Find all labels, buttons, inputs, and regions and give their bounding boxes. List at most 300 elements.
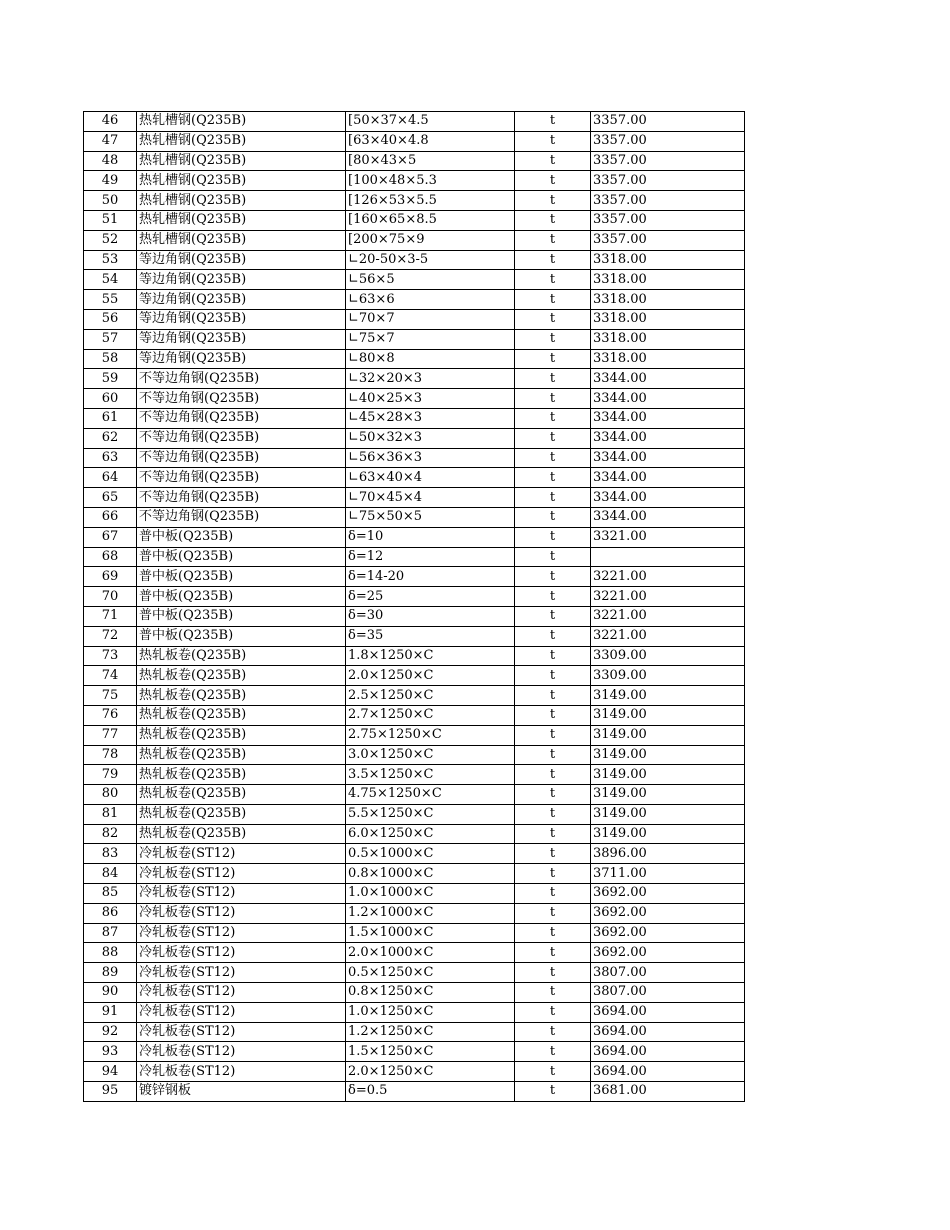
price-cell: 3318.00	[591, 309, 745, 329]
specification-cell: δ=30	[346, 606, 515, 626]
specification-cell: δ=0.5	[346, 1082, 515, 1102]
unit-cell: t	[515, 705, 591, 725]
price-cell: 3344.00	[591, 468, 745, 488]
table-row	[84, 112, 745, 132]
specification-cell: ∟70×7	[346, 309, 515, 329]
material-name-cell: 不等边角钢(Q235B)	[137, 369, 346, 389]
price-cell: 3357.00	[591, 112, 745, 132]
row-number-cell: 57	[84, 329, 137, 349]
unit-cell: t	[515, 369, 591, 389]
unit-cell: t	[515, 824, 591, 844]
unit-cell: t	[515, 349, 591, 369]
table-row	[84, 864, 745, 884]
specification-cell: 0.5×1000×C	[346, 844, 515, 864]
specification-cell: δ=25	[346, 587, 515, 607]
table-row	[84, 725, 745, 745]
price-cell: 3807.00	[591, 963, 745, 983]
material-name-cell: 等边角钢(Q235B)	[137, 250, 346, 270]
specification-cell: ∟70×45×4	[346, 488, 515, 508]
unit-cell: t	[515, 131, 591, 151]
specification-cell: ∟56×36×3	[346, 448, 515, 468]
row-number-cell: 87	[84, 923, 137, 943]
unit-cell: t	[515, 983, 591, 1003]
price-cell: 3149.00	[591, 686, 745, 706]
specification-cell: 1.8×1250×C	[346, 646, 515, 666]
table-row	[84, 1042, 745, 1062]
unit-cell: t	[515, 389, 591, 409]
table-row	[84, 963, 745, 983]
material-name-cell: 普中板(Q235B)	[137, 527, 346, 547]
material-name-cell: 热轧板卷(Q235B)	[137, 765, 346, 785]
material-name-cell: 普中板(Q235B)	[137, 567, 346, 587]
row-number-cell: 56	[84, 309, 137, 329]
row-number-cell: 55	[84, 290, 137, 310]
specification-cell: δ=12	[346, 547, 515, 567]
table-row	[84, 1022, 745, 1042]
material-name-cell: 热轧槽钢(Q235B)	[137, 131, 346, 151]
material-name-cell: 等边角钢(Q235B)	[137, 329, 346, 349]
material-name-cell: 热轧板卷(Q235B)	[137, 666, 346, 686]
specification-cell: 6.0×1250×C	[346, 824, 515, 844]
unit-cell: t	[515, 1042, 591, 1062]
price-cell: 3318.00	[591, 329, 745, 349]
unit-cell: t	[515, 408, 591, 428]
price-cell: 3318.00	[591, 290, 745, 310]
row-number-cell: 67	[84, 527, 137, 547]
row-number-cell: 91	[84, 1002, 137, 1022]
price-cell: 3357.00	[591, 230, 745, 250]
price-cell: 3694.00	[591, 1022, 745, 1042]
unit-cell: t	[515, 844, 591, 864]
material-name-cell: 不等边角钢(Q235B)	[137, 389, 346, 409]
price-cell: 3344.00	[591, 448, 745, 468]
price-cell: 3318.00	[591, 250, 745, 270]
unit-cell: t	[515, 210, 591, 230]
row-number-cell: 92	[84, 1022, 137, 1042]
specification-cell: [200×75×9	[346, 230, 515, 250]
specification-cell: 1.0×1250×C	[346, 1002, 515, 1022]
specification-cell: ∟75×7	[346, 329, 515, 349]
table-row	[84, 1082, 745, 1102]
specification-cell: ∟80×8	[346, 349, 515, 369]
material-name-cell: 等边角钢(Q235B)	[137, 290, 346, 310]
material-name-cell: 热轧槽钢(Q235B)	[137, 151, 346, 171]
row-number-cell: 68	[84, 547, 137, 567]
table-row	[84, 666, 745, 686]
table-row	[84, 428, 745, 448]
price-cell: 3692.00	[591, 923, 745, 943]
material-name-cell: 等边角钢(Q235B)	[137, 309, 346, 329]
unit-cell: t	[515, 725, 591, 745]
unit-cell: t	[515, 507, 591, 527]
table-row	[84, 369, 745, 389]
table-row	[84, 488, 745, 508]
price-cell: 3309.00	[591, 646, 745, 666]
table-row	[84, 448, 745, 468]
row-number-cell: 53	[84, 250, 137, 270]
table-row	[84, 844, 745, 864]
specification-cell: [80×43×5	[346, 151, 515, 171]
row-number-cell: 65	[84, 488, 137, 508]
material-name-cell: 不等边角钢(Q235B)	[137, 468, 346, 488]
unit-cell: t	[515, 587, 591, 607]
material-name-cell: 等边角钢(Q235B)	[137, 270, 346, 290]
unit-cell: t	[515, 804, 591, 824]
unit-cell: t	[515, 923, 591, 943]
row-number-cell: 51	[84, 210, 137, 230]
unit-cell: t	[515, 428, 591, 448]
table-row	[84, 468, 745, 488]
material-name-cell: 热轧板卷(Q235B)	[137, 686, 346, 706]
price-cell: 3344.00	[591, 369, 745, 389]
table-row	[84, 903, 745, 923]
specification-cell: [126×53×5.5	[346, 191, 515, 211]
price-cell: 3711.00	[591, 864, 745, 884]
price-cell: 3309.00	[591, 666, 745, 686]
price-cell: 3221.00	[591, 587, 745, 607]
row-number-cell: 90	[84, 983, 137, 1003]
material-name-cell: 冷轧板卷(ST12)	[137, 923, 346, 943]
table-row	[84, 250, 745, 270]
row-number-cell: 58	[84, 349, 137, 369]
unit-cell: t	[515, 112, 591, 132]
specification-cell: ∟40×25×3	[346, 389, 515, 409]
row-number-cell: 64	[84, 468, 137, 488]
row-number-cell: 95	[84, 1082, 137, 1102]
material-name-cell: 不等边角钢(Q235B)	[137, 428, 346, 448]
table-row	[84, 626, 745, 646]
row-number-cell: 79	[84, 765, 137, 785]
price-cell: 3344.00	[591, 389, 745, 409]
unit-cell: t	[515, 191, 591, 211]
price-cell: 3318.00	[591, 349, 745, 369]
material-name-cell: 冷轧板卷(ST12)	[137, 903, 346, 923]
material-name-cell: 普中板(Q235B)	[137, 587, 346, 607]
row-number-cell: 89	[84, 963, 137, 983]
table-row	[84, 507, 745, 527]
row-number-cell: 83	[84, 844, 137, 864]
unit-cell: t	[515, 646, 591, 666]
specification-cell: 3.5×1250×C	[346, 765, 515, 785]
row-number-cell: 75	[84, 686, 137, 706]
specification-cell: 1.0×1000×C	[346, 884, 515, 904]
unit-cell: t	[515, 864, 591, 884]
price-cell: 3344.00	[591, 408, 745, 428]
specification-cell: ∟20-50×3-5	[346, 250, 515, 270]
specification-cell: ∟50×32×3	[346, 428, 515, 448]
row-number-cell: 60	[84, 389, 137, 409]
material-name-cell: 冷轧板卷(ST12)	[137, 943, 346, 963]
specification-cell: ∟32×20×3	[346, 369, 515, 389]
specification-cell: δ=10	[346, 527, 515, 547]
row-number-cell: 88	[84, 943, 137, 963]
table-row	[84, 210, 745, 230]
price-table-body	[84, 112, 745, 1102]
row-number-cell: 62	[84, 428, 137, 448]
unit-cell: t	[515, 765, 591, 785]
specification-cell: 3.0×1250×C	[346, 745, 515, 765]
specification-cell: ∟56×5	[346, 270, 515, 290]
material-name-cell: 不等边角钢(Q235B)	[137, 488, 346, 508]
specification-cell: ∟63×40×4	[346, 468, 515, 488]
price-cell: 3149.00	[591, 765, 745, 785]
row-number-cell: 47	[84, 131, 137, 151]
price-table	[83, 111, 745, 1102]
unit-cell: t	[515, 1002, 591, 1022]
unit-cell: t	[515, 943, 591, 963]
price-cell: 3896.00	[591, 844, 745, 864]
specification-cell: 4.75×1250×C	[346, 785, 515, 805]
price-cell: 3357.00	[591, 151, 745, 171]
row-number-cell: 81	[84, 804, 137, 824]
price-cell: 3149.00	[591, 725, 745, 745]
material-name-cell: 冷轧板卷(ST12)	[137, 1042, 346, 1062]
material-name-cell: 热轧板卷(Q235B)	[137, 725, 346, 745]
row-number-cell: 73	[84, 646, 137, 666]
material-name-cell: 普中板(Q235B)	[137, 547, 346, 567]
specification-cell: [160×65×8.5	[346, 210, 515, 230]
table-row	[84, 1062, 745, 1082]
row-number-cell: 63	[84, 448, 137, 468]
table-row	[84, 606, 745, 626]
price-cell: 3694.00	[591, 1002, 745, 1022]
price-cell: 3357.00	[591, 171, 745, 191]
specification-cell: 1.5×1000×C	[346, 923, 515, 943]
table-row	[84, 230, 745, 250]
unit-cell: t	[515, 230, 591, 250]
row-number-cell: 80	[84, 785, 137, 805]
specification-cell: 2.0×1250×C	[346, 666, 515, 686]
price-cell: 3221.00	[591, 606, 745, 626]
table-row	[84, 171, 745, 191]
material-name-cell: 镀锌钢板	[137, 1082, 346, 1102]
specification-cell: 1.2×1250×C	[346, 1022, 515, 1042]
material-name-cell: 热轧槽钢(Q235B)	[137, 171, 346, 191]
table-row	[84, 923, 745, 943]
row-number-cell: 93	[84, 1042, 137, 1062]
material-name-cell: 热轧板卷(Q235B)	[137, 785, 346, 805]
table-row	[84, 329, 745, 349]
row-number-cell: 59	[84, 369, 137, 389]
unit-cell: t	[515, 329, 591, 349]
price-cell: 3681.00	[591, 1082, 745, 1102]
row-number-cell: 54	[84, 270, 137, 290]
table-row	[84, 290, 745, 310]
specification-cell: 0.5×1250×C	[346, 963, 515, 983]
table-row	[84, 824, 745, 844]
table-row	[84, 765, 745, 785]
unit-cell: t	[515, 547, 591, 567]
unit-cell: t	[515, 567, 591, 587]
table-row	[84, 151, 745, 171]
material-name-cell: 热轧板卷(Q235B)	[137, 745, 346, 765]
row-number-cell: 69	[84, 567, 137, 587]
row-number-cell: 78	[84, 745, 137, 765]
specification-cell: 2.0×1250×C	[346, 1062, 515, 1082]
material-name-cell: 冷轧板卷(ST12)	[137, 963, 346, 983]
unit-cell: t	[515, 745, 591, 765]
specification-cell: 0.8×1250×C	[346, 983, 515, 1003]
row-number-cell: 82	[84, 824, 137, 844]
specification-cell: [100×48×5.3	[346, 171, 515, 191]
row-number-cell: 48	[84, 151, 137, 171]
price-cell: 3357.00	[591, 191, 745, 211]
specification-cell: ∟63×6	[346, 290, 515, 310]
price-cell: 3149.00	[591, 745, 745, 765]
unit-cell: t	[515, 151, 591, 171]
unit-cell: t	[515, 626, 591, 646]
specification-cell: 2.7×1250×C	[346, 705, 515, 725]
table-row	[84, 884, 745, 904]
table-row	[84, 131, 745, 151]
specification-cell: 2.75×1250×C	[346, 725, 515, 745]
material-name-cell: 冷轧板卷(ST12)	[137, 1062, 346, 1082]
specification-cell: δ=35	[346, 626, 515, 646]
specification-cell: δ=14-20	[346, 567, 515, 587]
specification-cell: 5.5×1250×C	[346, 804, 515, 824]
material-name-cell: 普中板(Q235B)	[137, 606, 346, 626]
specification-cell: [50×37×4.5	[346, 112, 515, 132]
unit-cell: t	[515, 1022, 591, 1042]
unit-cell: t	[515, 686, 591, 706]
row-number-cell: 86	[84, 903, 137, 923]
material-name-cell: 冷轧板卷(ST12)	[137, 844, 346, 864]
unit-cell: t	[515, 290, 591, 310]
material-name-cell: 热轧板卷(Q235B)	[137, 646, 346, 666]
specification-cell: [63×40×4.8	[346, 131, 515, 151]
price-cell: 3694.00	[591, 1062, 745, 1082]
table-row	[84, 389, 745, 409]
price-cell: 3221.00	[591, 626, 745, 646]
row-number-cell: 76	[84, 705, 137, 725]
price-cell	[591, 547, 745, 567]
price-cell: 3344.00	[591, 428, 745, 448]
material-name-cell: 热轧板卷(Q235B)	[137, 804, 346, 824]
material-name-cell: 冷轧板卷(ST12)	[137, 983, 346, 1003]
specification-cell: 1.2×1000×C	[346, 903, 515, 923]
specification-cell: ∟45×28×3	[346, 408, 515, 428]
specification-cell: 1.5×1250×C	[346, 1042, 515, 1062]
price-cell: 3149.00	[591, 705, 745, 725]
material-name-cell: 冷轧板卷(ST12)	[137, 884, 346, 904]
table-row	[84, 408, 745, 428]
material-name-cell: 不等边角钢(Q235B)	[137, 448, 346, 468]
price-cell: 3357.00	[591, 210, 745, 230]
row-number-cell: 94	[84, 1062, 137, 1082]
price-cell: 3344.00	[591, 488, 745, 508]
material-name-cell: 不等边角钢(Q235B)	[137, 507, 346, 527]
price-cell: 3344.00	[591, 507, 745, 527]
price-cell: 3692.00	[591, 884, 745, 904]
price-cell: 3221.00	[591, 567, 745, 587]
price-cell: 3692.00	[591, 903, 745, 923]
material-name-cell: 冷轧板卷(ST12)	[137, 864, 346, 884]
unit-cell: t	[515, 1082, 591, 1102]
row-number-cell: 52	[84, 230, 137, 250]
unit-cell: t	[515, 468, 591, 488]
unit-cell: t	[515, 963, 591, 983]
row-number-cell: 70	[84, 587, 137, 607]
row-number-cell: 46	[84, 112, 137, 132]
material-name-cell: 不等边角钢(Q235B)	[137, 408, 346, 428]
unit-cell: t	[515, 309, 591, 329]
specification-cell: 2.5×1250×C	[346, 686, 515, 706]
price-cell: 3692.00	[591, 943, 745, 963]
unit-cell: t	[515, 250, 591, 270]
table-row	[84, 745, 745, 765]
table-row	[84, 270, 745, 290]
unit-cell: t	[515, 527, 591, 547]
unit-cell: t	[515, 1062, 591, 1082]
unit-cell: t	[515, 270, 591, 290]
specification-cell: 2.0×1000×C	[346, 943, 515, 963]
table-row	[84, 349, 745, 369]
material-name-cell: 热轧槽钢(Q235B)	[137, 191, 346, 211]
material-name-cell: 热轧槽钢(Q235B)	[137, 210, 346, 230]
row-number-cell: 85	[84, 884, 137, 904]
price-cell: 3357.00	[591, 131, 745, 151]
unit-cell: t	[515, 903, 591, 923]
unit-cell: t	[515, 488, 591, 508]
unit-cell: t	[515, 785, 591, 805]
material-name-cell: 热轧板卷(Q235B)	[137, 824, 346, 844]
price-cell: 3807.00	[591, 983, 745, 1003]
row-number-cell: 49	[84, 171, 137, 191]
row-number-cell: 84	[84, 864, 137, 884]
row-number-cell: 77	[84, 725, 137, 745]
price-cell: 3149.00	[591, 785, 745, 805]
row-number-cell: 72	[84, 626, 137, 646]
row-number-cell: 50	[84, 191, 137, 211]
table-row	[84, 191, 745, 211]
unit-cell: t	[515, 884, 591, 904]
table-row	[84, 527, 745, 547]
material-name-cell: 热轧板卷(Q235B)	[137, 705, 346, 725]
material-name-cell: 普中板(Q235B)	[137, 626, 346, 646]
table-row	[84, 309, 745, 329]
unit-cell: t	[515, 666, 591, 686]
material-name-cell: 等边角钢(Q235B)	[137, 349, 346, 369]
table-row	[84, 705, 745, 725]
row-number-cell: 61	[84, 408, 137, 428]
unit-cell: t	[515, 448, 591, 468]
row-number-cell: 74	[84, 666, 137, 686]
table-row	[84, 686, 745, 706]
table-row	[84, 1002, 745, 1022]
price-cell: 3321.00	[591, 527, 745, 547]
table-row	[84, 943, 745, 963]
row-number-cell: 66	[84, 507, 137, 527]
material-name-cell: 冷轧板卷(ST12)	[137, 1002, 346, 1022]
table-row	[84, 587, 745, 607]
price-cell: 3149.00	[591, 804, 745, 824]
table-row	[84, 567, 745, 587]
specification-cell: ∟75×50×5	[346, 507, 515, 527]
price-cell: 3318.00	[591, 270, 745, 290]
specification-cell: 0.8×1000×C	[346, 864, 515, 884]
table-row	[84, 983, 745, 1003]
table-row	[84, 646, 745, 666]
table-row	[84, 547, 745, 567]
unit-cell: t	[515, 171, 591, 191]
table-row	[84, 785, 745, 805]
unit-cell: t	[515, 606, 591, 626]
material-name-cell: 热轧槽钢(Q235B)	[137, 230, 346, 250]
material-name-cell: 冷轧板卷(ST12)	[137, 1022, 346, 1042]
price-cell: 3149.00	[591, 824, 745, 844]
row-number-cell: 71	[84, 606, 137, 626]
price-cell: 3694.00	[591, 1042, 745, 1062]
